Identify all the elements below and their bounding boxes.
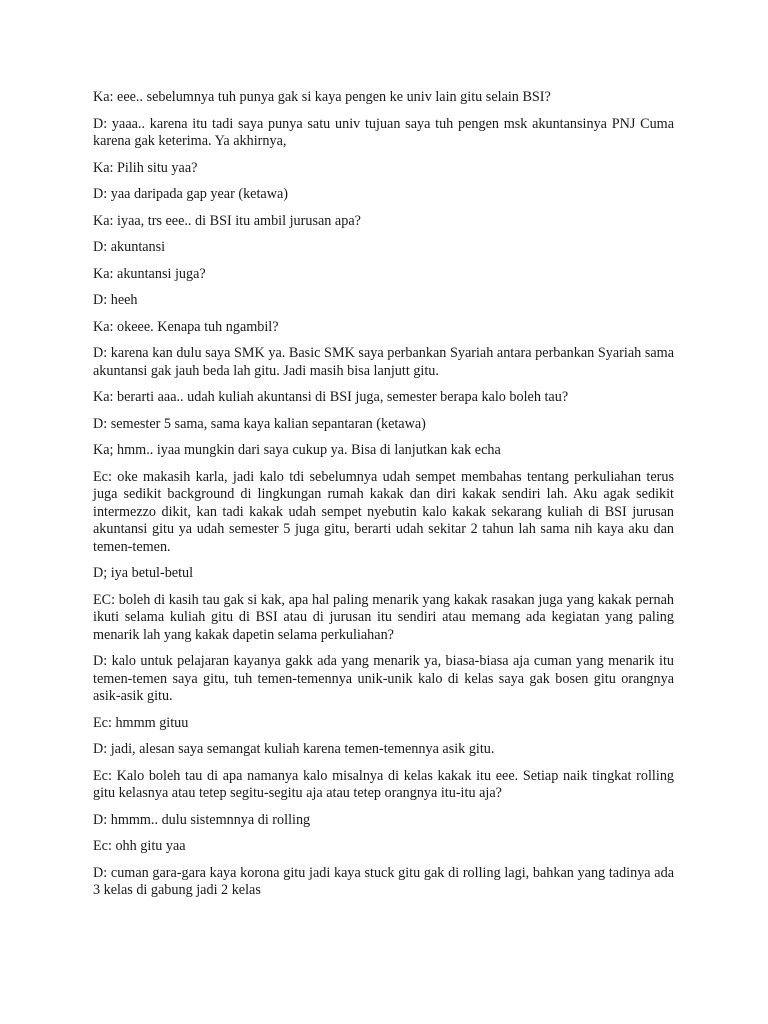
transcript-paragraph: D: yaa daripada gap year (ketawa) (93, 186, 288, 202)
transcript-paragraph: D: cuman gara-gara kaya korona gitu jadi kaya stuck gitu gak di rolling lagi, bahkan yang tadinya ada 3 kelas di gabung jadi 2 kelas (93, 864, 674, 898)
transcript-paragraph: Ka: Pilih situ yaa? (93, 159, 198, 176)
transcript-paragraph: D: akuntansi (93, 239, 166, 255)
transcript-paragraph: D: heeh (93, 292, 138, 308)
transcript-paragraph: Ec: ohh gitu yaa (93, 838, 186, 854)
transcript-paragraph: D: semester 5 sama, sama kaya kalian sepantaran (ketawa) (93, 415, 426, 432)
transcript-paragraph: D: hmmm.. dulu sistemnnya di rolling (93, 811, 311, 828)
transcript-paragraph: Ka; hmm.. iyaa mungkin dari saya cukup ya. Bisa di lanjutkan kak echa (93, 442, 501, 458)
transcript-paragraph: D: yaaa.. karena itu tadi saya punya satu univ tujuan saya tuh pengen msk akuntansinya PNJ Cuma karena gak keterima. Ya akhirnya, (93, 115, 674, 149)
transcript-paragraph: D: kalo untuk pelajaran kayanya gakk ada yang menarik ya, biasa-biasa aja cuman yang menarik itu temen-temen saya gitu, tuh temen-temennya unik-unik kalo di kelas saya gak bosen gitu orangnya asik-asik gitu. (93, 653, 674, 704)
transcript-paragraph: Ec: oke makasih karla, jadi kalo tdi sebelumnya udah sempet membahas tentang perkuliahan terus juga sedikit background di lingkungan rumah kakak dan diri kakak sendiri lah. Aku agak sedikit intermezzo dikit, kan tadi kakak udah sempet nyebutin kalo kakak sekarang kuliah di BSI jurusan akuntansi gitu ya udah semester 5 juga gitu, berarti udah sekitar 2 tahun lah sama nih kaya aku dan temen-temen. (93, 468, 674, 555)
transcript-paragraph: Ka: eee.. sebelumnya tuh punya gak si kaya pengen ke univ lain gitu selain BSI? (93, 89, 551, 105)
transcript-paragraph: Ka: akuntansi juga? (93, 265, 206, 282)
transcript-paragraph: EC: boleh di kasih tau gak si kak, apa hal paling menarik yang kakak rasakan juga yang kakak pernah ikuti selama kuliah gitu di BSI atau di jurusan itu sendiri atau memang ada kegiatan yang paling menarik lah yang kakak dapetin selama perkuliahan? (93, 591, 674, 643)
transcript-paragraph: D: karena kan dulu saya SMK ya. Basic SMK saya perbankan Syariah antara perbankan Syariah sama akuntansi gak jauh beda lah gitu. Jadi masih bisa lanjutt gitu. (93, 345, 674, 379)
transcript-paragraph: D; iya betul-betul (93, 565, 194, 581)
transcript-paragraph: Ec: hmmm gituu (93, 714, 189, 731)
transcript-paragraph: Ka: berarti aaa.. udah kuliah akuntansi di BSI juga, semester berapa kalo boleh tau? (93, 389, 569, 405)
transcript-paragraph: Ka: iyaa, trs eee.. di BSI itu ambil jurusan apa? (93, 212, 361, 229)
transcript-paragraph: D: jadi, alesan saya semangat kuliah karena temen-temennya asik gitu. (93, 741, 495, 757)
transcript-paragraph: Ka: okeee. Kenapa tuh ngambil? (93, 318, 279, 335)
transcript-paragraph: Ec: Kalo boleh tau di apa namanya kalo misalnya di kelas kakak itu eee. Setiap naik tingkat rolling gitu kelasnya atau tetep segitu-segitu aja atau tetep orangnya itu-itu aja? (93, 767, 674, 801)
